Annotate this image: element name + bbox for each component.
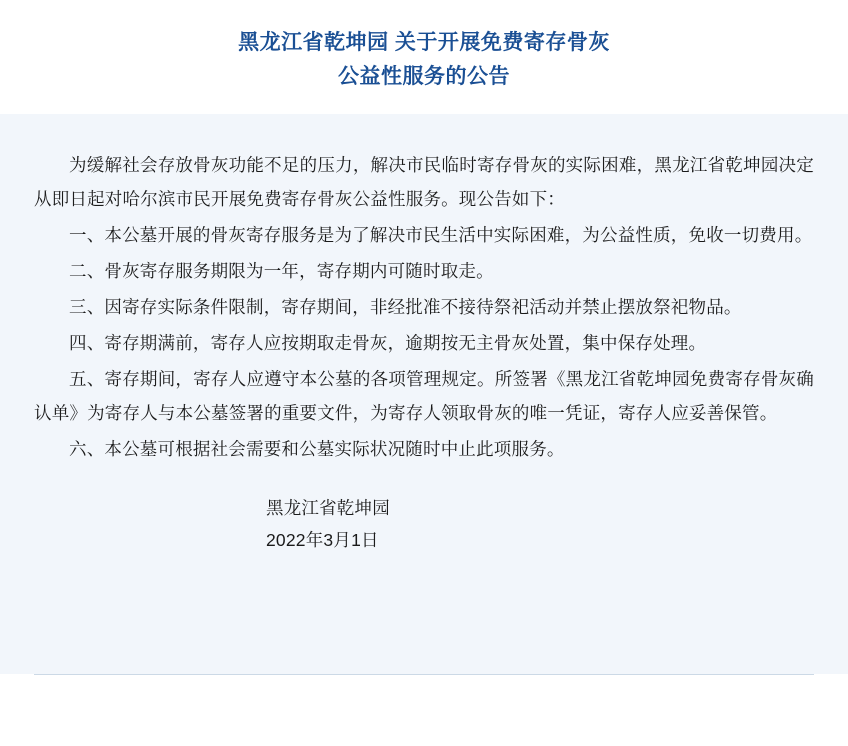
page-title-line-1: 黑龙江省乾坤园 关于开展免费寄存骨灰 — [238, 31, 610, 54]
paragraph-item-6: 六、本公墓可根据社会需要和公墓实际状况随时中止此项服务。 — [69, 439, 565, 459]
page-title-line-2: 公益性服务的公告 — [338, 65, 510, 88]
signature-organization: 黑龙江省乾坤园 — [266, 498, 390, 518]
signature-date: 2022年3月1日 — [266, 530, 379, 550]
paragraph-item-3: 三、因寄存实际条件限制，寄存期间，非经批准不接待祭祀活动并禁止摆放祭祀物品。 — [69, 297, 742, 317]
document-body — [0, 114, 848, 674]
paragraph-item-4: 四、寄存期满前，寄存人应按期取走骨灰，逾期按无主骨灰处置，集中保存处理。 — [69, 333, 707, 353]
paragraph-intro: 为缓解社会存放骨灰功能不足的压力，解决市民临时寄存骨灰的实际困难，黑龙江省乾坤园决定从即日起对哈尔滨市民开展免费寄存骨灰公益性服务。现公告如下： — [34, 155, 814, 209]
paragraph-item-5: 五、寄存期间，寄存人应遵守本公墓的各项管理规定。所签署《黑龙江省乾坤园免费寄存骨灰确认单》为寄存人与本公墓签署的重要文件，为寄存人领取骨灰的唯一凭证，寄存人应妥善保管。 — [34, 369, 814, 423]
paragraph-item-1: 一、本公墓开展的骨灰寄存服务是为了解决市民生活中实际困难，为公益性质，免收一切费用。 — [69, 225, 813, 245]
document-header — [0, 0, 848, 114]
signature-block — [34, 492, 814, 556]
paragraph-item-2: 二、骨灰寄存服务期限为一年，寄存期内可随时取走。 — [69, 261, 494, 281]
footer-space — [0, 675, 848, 699]
